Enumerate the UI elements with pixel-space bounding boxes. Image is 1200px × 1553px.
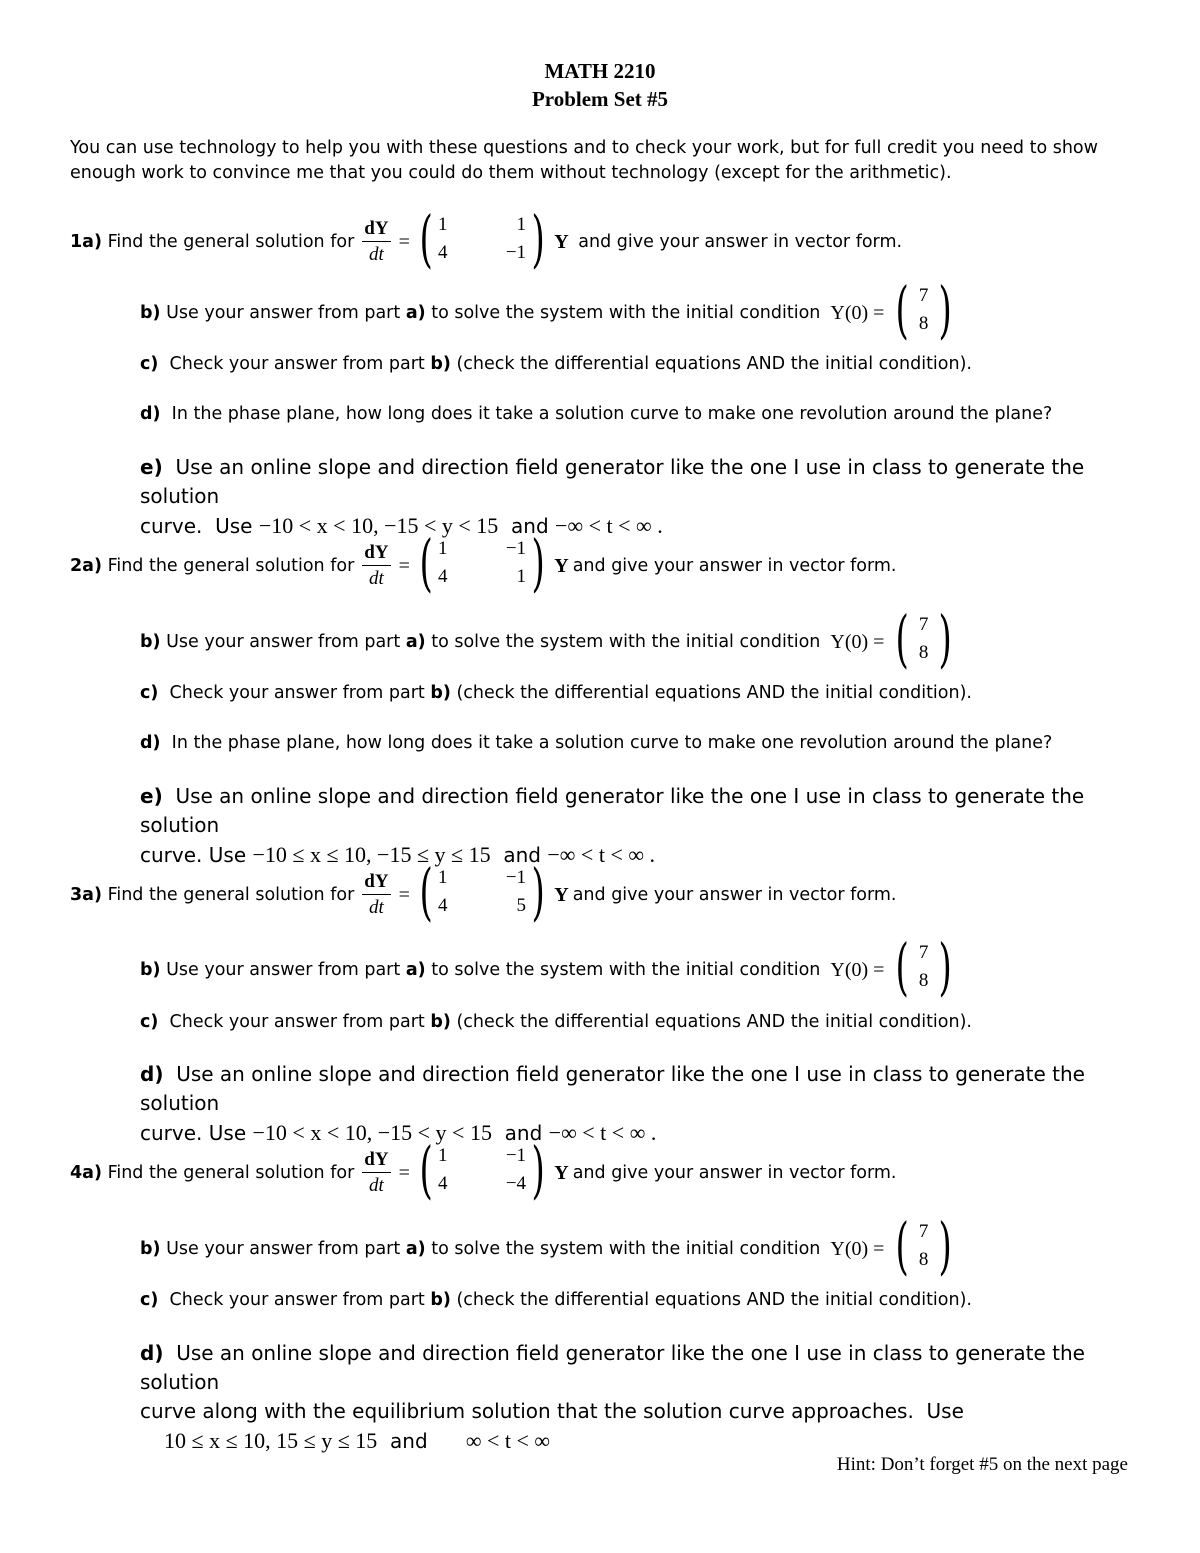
problem-4d: d) Use an online slope and direction field generator like the one I use in class to generate the solution curve along with the equilibrium solution that the solution curve approaches. Use 10 ≤ x ≤ 10, 15 ≤ y ≤ 15 and ∞ < t < ∞ — [140, 1341, 1085, 1453]
problem-2e: e) Use an online slope and direction field generator like the one I use in class to generate the solution curve. Use −10 ≤ x ≤ 10, −15 ≤ y ≤ 15 and −∞ < t < ∞ . — [140, 784, 1085, 867]
problem-2d: d) In the phase plane, how long does it take a solution curve to make one revolution around the plane? — [140, 733, 1053, 753]
problem-2b: b) Use your answer from part a) to solve the system with the initial condition Y(0) = ( 7 8 ) — [140, 614, 957, 670]
problem-3a: 3a) Find the general solution for $\frac{dY}{dt}$ = ( 1 −1 4 5 ) Y and give your answer in vector form. — [70, 855, 897, 928]
initial-condition-label: Y(0) = — [830, 301, 885, 324]
coefficient-matrix: ( 1 −1 4 5 ) — [419, 855, 545, 928]
problem-4b: b) Use your answer from part a) to solve the system with the initial condition Y(0) = ( 7 8 ) — [140, 1221, 957, 1277]
initial-vector: ( 7 8 ) — [895, 930, 952, 1003]
derivative-fraction: $\frac{dY}{dt}$ — [364, 871, 389, 918]
problem-3b: b) Use your answer from part a) to solve the system with the initial condition Y(0) = ( 7 8 ) — [140, 942, 957, 998]
initial-vector: ( 7 8 ) — [895, 602, 952, 675]
problem-3d: d) Use an online slope and direction field generator like the one I use in class to generate the solution curve. Use −10 < x < 10, −15 < y < 15 and −∞ < t < ∞ . — [140, 1062, 1085, 1145]
problem-4a: 4a) Find the general solution for $\frac{dY}{dt}$ = ( 1 −1 4 −4 ) Y and give your answer in vector form. — [70, 1133, 897, 1206]
derivative-fraction: $\frac{dY}{dt}$ — [364, 218, 389, 265]
problem-1e: e) Use an online slope and direction field generator like the one I use in class to generate the solution curve. Use −10 < x < 10, −15 < y < 15 and −∞ < t < ∞ . — [140, 455, 1085, 538]
problem-set-title: Problem Set #5 — [531, 87, 669, 111]
coefficient-matrix: ( 1 −1 4 1 ) — [419, 526, 545, 599]
initial-vector: ( 7 8 ) — [895, 1209, 952, 1282]
initial-vector: ( 7 8 ) — [895, 273, 952, 346]
problem-4c: c) Check your answer from part b) (check the differential equations AND the initial condition). — [140, 1290, 972, 1310]
intro-paragraph: You can use technology to help you with these questions and to check your work, but for full credit you need to show enough work to convince me that you could do them without technology (except for the arithmetic). — [70, 138, 1098, 183]
derivative-fraction: $\frac{dY}{dt}$ — [364, 1149, 389, 1196]
problem-3c: c) Check your answer from part b) (check the differential equations AND the initial condition). — [140, 1012, 972, 1032]
problem-2c: c) Check your answer from part b) (check the differential equations AND the initial condition). — [140, 683, 972, 703]
problem-1b: b) Use your answer from part a) to solve the system with the initial condition Y(0) = ( 7 8 ) — [140, 285, 957, 341]
problem-1a: 1a) Find the general solution for $\frac{dY}{dt}$ = ( 1 1 4 −1 ) Y and give your answer in vector form. — [70, 202, 903, 275]
find-suffix: and give your answer in vector form. — [578, 232, 903, 252]
coefficient-matrix: ( 1 −1 4 −4 ) — [419, 1133, 545, 1206]
problem-1d: d) In the phase plane, how long does it take a solution curve to make one revolution around the plane? — [140, 404, 1053, 424]
problem-1c: c) Check your answer from part b) (check the differential equations AND the initial condition). — [140, 354, 972, 374]
coefficient-matrix: ( 1 1 4 −1 ) — [419, 202, 545, 275]
problem-2a: 2a) Find the general solution for $\frac{dY}{dt}$ = ( 1 −1 4 1 ) Y and give your answer in vector form. — [70, 526, 897, 599]
course-title: MATH 2210 — [544, 59, 656, 83]
hint-text: Hint: Don’t forget #5 on the next page — [836, 1454, 1128, 1475]
derivative-fraction: $\frac{dY}{dt}$ — [364, 542, 389, 589]
problem-label: 1a) — [70, 232, 102, 252]
find-prefix: Find the general solution for — [107, 232, 355, 252]
